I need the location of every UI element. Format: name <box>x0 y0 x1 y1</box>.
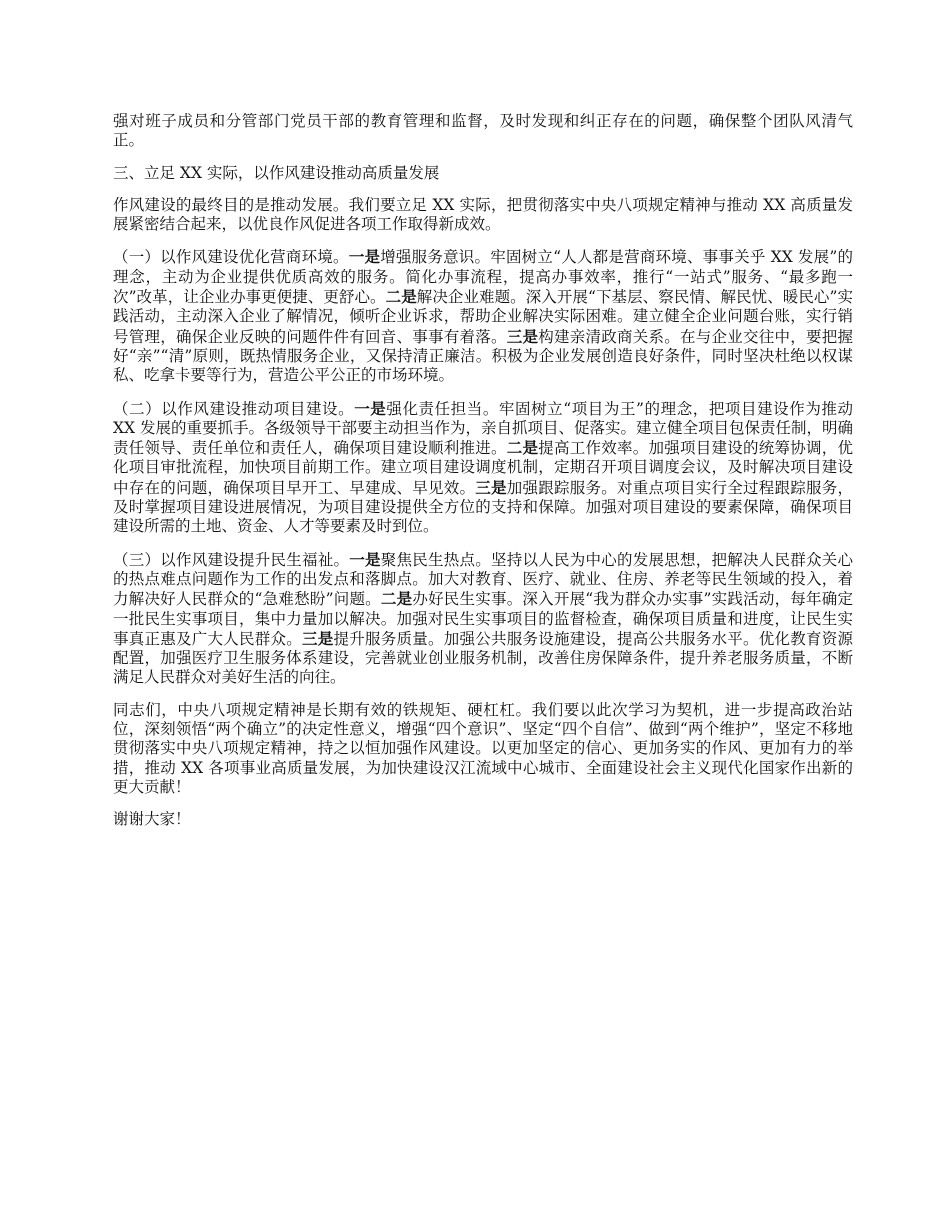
bold-marker: 二是 <box>385 287 417 307</box>
text-run: 强对班子成员和分管部门党员干部的教育管理和监督，及时发现和纠正存在的问题，确保整个团队风清气正。 <box>113 112 853 150</box>
text-run: 谢谢大家！ <box>113 810 191 829</box>
text-run: 办好民生实事。深入开展“我为群众办实事”实践活动，每年确定一批民生实事项目，集中力量加以解决。加强对民生实事项目的监督检查，确保项目质量和进度，让民生实事真正惠及广大人民群众。 <box>113 590 853 648</box>
paragraph-team-supervision <box>113 112 853 151</box>
text-run: （三）以作风建设提升民生福祉。 <box>113 550 350 569</box>
bold-marker: 三是 <box>475 477 507 497</box>
paragraph-conclusion <box>113 701 853 797</box>
bold-marker: 二是 <box>380 589 413 609</box>
text-run: （一）以作风建设优化营商环境。 <box>113 248 349 267</box>
bold-marker: 三是 <box>302 628 334 648</box>
paragraph-section-intro <box>113 196 853 235</box>
text-run: 三、立足 XX 实际，以作风建设推动高质量发展 <box>113 163 440 182</box>
text-run: 构建亲清政商关系。在与企业交往中，要把握好“亲”“清”原则，既热情服务企业，又保持清正廉洁。积极为企业发展创造良好条件，同时坚决杜绝以权谋私、吃拿卡要等行为，营造公平公正的市场环境。 <box>113 327 853 385</box>
text-run: 强化责任担当。牢固树立“项目为王”的理念，把项目建设作为推动 XX 发展的重要抓手。各级领导干部要主动担当作为，亲自抓项目、促落实。建立健全项目包保责任制，明确责任领导、责任单位和责任人，确保项目建设顺利推进。 <box>113 399 853 458</box>
paragraph-project-construction <box>113 399 853 537</box>
text-run: （二）以作风建设推动项目建设。 <box>113 399 355 418</box>
text-run: 加强跟踪服务。对重点项目实行全过程跟踪服务，及时掌握项目建设进展情况，为项目建设提供全方位的支持和保障。加强对项目建设的要素保障，确保项目建设所需的土地、资金、人才等要素及时到位。 <box>113 478 853 536</box>
bold-marker: 一是 <box>349 549 381 569</box>
bold-marker: 一是 <box>354 398 387 418</box>
paragraph-business-environment <box>113 247 853 385</box>
bold-marker: 三是 <box>506 326 539 346</box>
text-run: 作风建设的最终目的是推动发展。我们要立足 XX 实际，把贯彻落实中央八项规定精神与推动 XX 高质量发展紧密结合起来，以优良作风促进各项工作取得新成效。 <box>113 195 853 234</box>
text-run: 增强服务意识。牢固树立“人人都是营商环境、事事关乎 XX 发展”的理念，主动为企业提供优质高效的服务。简化办事流程，提高办事效率，推行“一站式”服务、“最多跑一次”改革，让企业办事更便捷、更舒心。 <box>113 248 853 307</box>
text-run: 聚焦民生热点。坚持以人民为中心的发展思想，把解决人民群众关心的热点难点问题作为工作的出发点和落脚点。加大对教育、医疗、就业、住房、养老等民生领域的投入，着力解决好人民群众的“急难愁盼”问题。 <box>113 550 853 609</box>
document-body <box>113 112 853 843</box>
text-run: 提升服务质量。加强公共服务设施建设，提高公共服务水平。优化教育资源配置，加强医疗卫生服务体系建设，完善就业创业服务机制，改善住房保障条件，提升养老服务质量，不断满足人民群众对美好生活的向往。 <box>113 629 853 687</box>
text-run: 解决企业难题。深入开展“下基层、察民情、解民忧、暖民心”实践活动，主动深入企业了解情况，倾听企业诉求，帮助企业解决实际困难。建立健全企业问题台账，实行销号管理，确保企业反映的问题件件有回音、事事有着落。 <box>113 288 853 346</box>
text-run: 同志们，中央八项规定精神是长期有效的铁规矩、硬杠杠。我们要以此次学习为契机，进一步提高政治站位，深刻领悟“两个确立”的决定性意义，增强“四个意识”、坚定“四个自信”、做到“两个维护”，坚定不移地贯彻落实中央八项规定精神，持之以恒加强作风建设。以更加坚定的信心、更加务实的作风、更加有力的举措，推动 XX 各项事业高质量发展，为加快建设汉江流域中心城市、全面建设社会主义现代化国家作出新的更大贡献！ <box>113 700 853 796</box>
paragraph-thanks <box>113 810 853 829</box>
bold-marker: 一是 <box>348 247 381 267</box>
section-heading-3 <box>113 164 853 183</box>
paragraph-livelihood-welfare <box>113 550 853 688</box>
bold-marker: 二是 <box>506 438 539 458</box>
text-run: 提高工作效率。加强项目建设的统筹协调，优化项目审批流程，加快项目前期工作。建立项目建设调度机制，定期召开项目调度会议，及时解决项目建设中存在的问题，确保项目早开工、早建成、早见效。 <box>113 439 853 497</box>
